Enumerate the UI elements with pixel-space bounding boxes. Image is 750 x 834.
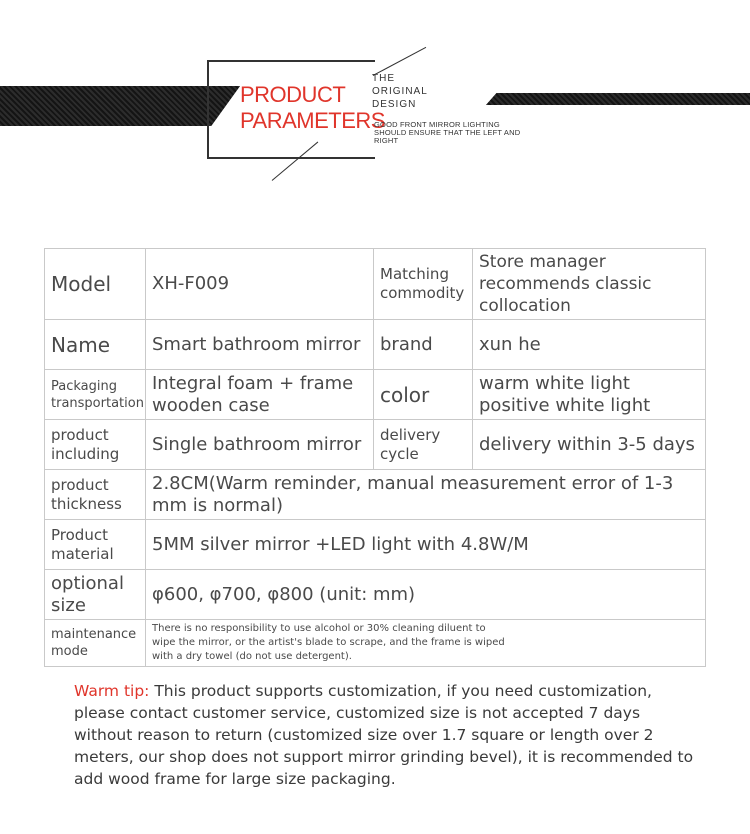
warm-tip-text: This product supports customization, if you need customization, please contact customer service, customized size is not accepted 7 days without reason to return (customized size over 1.7 square or length over 2 meters, our shop does not support mirror grinding bevel), it is recommended to add wood frame for large size packaging. — [74, 682, 694, 788]
parameters-table — [44, 248, 706, 667]
packaging-value: Integral foam + frame wooden case — [146, 370, 374, 420]
brand-value: xun he — [473, 320, 706, 370]
warm-tip-label: Warm tip: — [74, 682, 150, 700]
header-design: DESIGN — [372, 99, 417, 110]
header-title-line1: PRODUCT — [240, 82, 346, 107]
name-value: Smart bathroom mirror — [146, 320, 374, 370]
color-value: warm white light positive white light — [473, 370, 706, 420]
packaging-label: Packaging transportation — [45, 370, 146, 420]
header-the: THE — [372, 73, 395, 84]
thickness-label: product thickness — [45, 470, 146, 520]
matching-value: Store manager recommends classic collocation — [473, 249, 706, 320]
maintenance-label: maintenance mode — [45, 620, 146, 667]
header-original: ORIGINAL — [372, 86, 428, 97]
size-label: optional size — [45, 570, 146, 620]
header-title-line2: PARAMETERS — [240, 108, 385, 133]
including-value: Single bathroom mirror — [146, 420, 374, 470]
header-caption: GOOD FRONT MIRROR LIGHTING SHOULD ENSURE THAT THE LEFT AND RIGHT — [374, 120, 521, 145]
matching-label: Matching commodity — [374, 249, 473, 320]
brand-label: brand — [374, 320, 473, 370]
warm-tip — [74, 680, 694, 790]
material-value: 5MM silver mirror +LED light with 4.8W/M — [146, 520, 706, 570]
model-value: XH-F009 — [146, 249, 374, 320]
maintenance-value: There is no responsibility to use alcohol or 30% cleaning diluent to wipe the mirror, or the artist's blade to scrape, and the frame is wiped with a dry towel (do not use detergent). — [146, 620, 706, 667]
name-label: Name — [45, 320, 146, 370]
material-label: Product material — [45, 520, 146, 570]
table-row — [45, 420, 706, 470]
table-row — [45, 620, 706, 667]
table-row — [45, 570, 706, 620]
delivery-label: delivery cycle — [374, 420, 473, 470]
header-stripe-right — [486, 93, 750, 105]
table-row — [45, 470, 706, 520]
table-row — [45, 249, 706, 320]
table-row — [45, 320, 706, 370]
table-row — [45, 370, 706, 420]
including-label: product including — [45, 420, 146, 470]
thickness-value: 2.8CM(Warm reminder, manual measurement error of 1-3 mm is normal) — [146, 470, 706, 520]
delivery-value: delivery within 3-5 days — [473, 420, 706, 470]
header-stripe-left — [0, 86, 240, 126]
color-label: color — [374, 370, 473, 420]
header-diagonal-top — [373, 47, 426, 76]
table-row — [45, 520, 706, 570]
size-value: φ600, φ700, φ800 (unit: mm) — [146, 570, 706, 620]
model-label: Model — [45, 249, 146, 320]
